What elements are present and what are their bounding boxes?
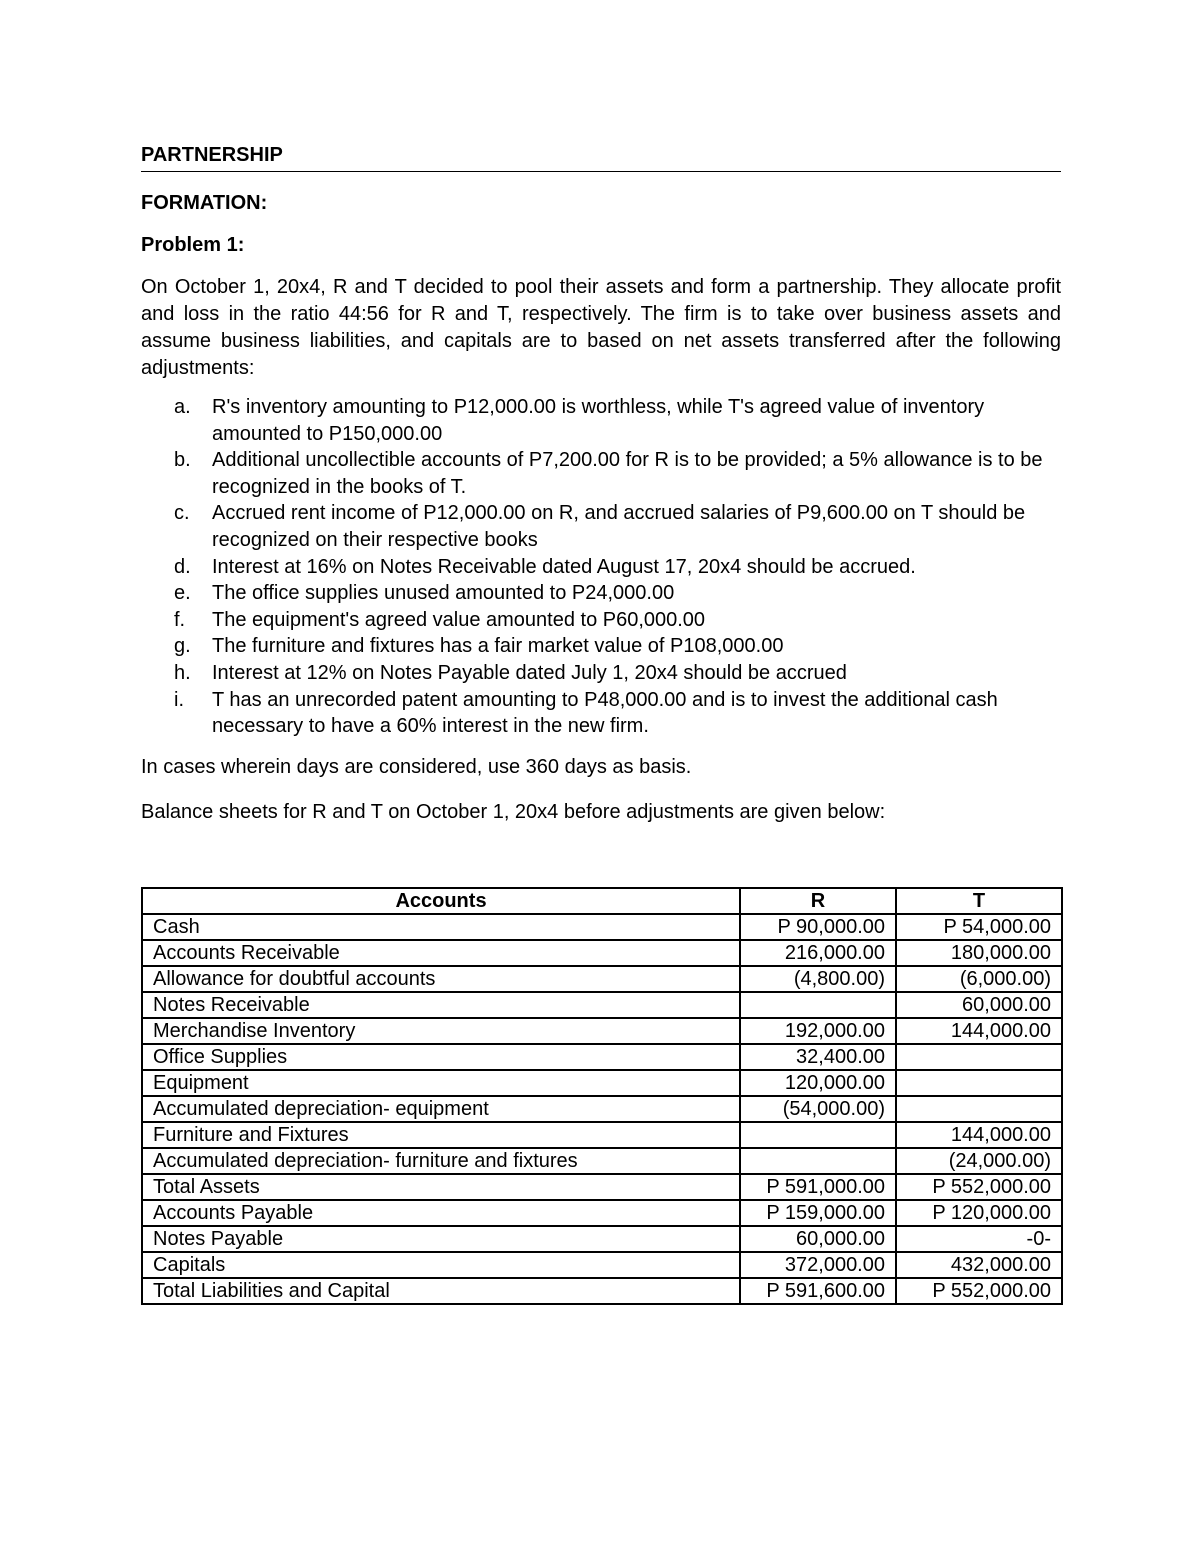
account-name: Accounts Payable [142,1200,740,1226]
account-name: Total Assets [142,1174,740,1200]
table-row [142,1278,1062,1304]
table-intro: Balance sheets for R and T on October 1, 20x4 before adjustments are given below: [141,800,886,823]
adjustment-letter: h. [174,661,191,684]
adjustment-text: The furniture and fixtures has a fair market value of P108,000.00 [212,635,784,658]
account-name: Notes Receivable [142,992,740,1018]
table-row [142,1122,1062,1148]
intro-paragraph: On October 1, 20x4, R and T decided to pool their assets and form a partnership. They allocate profit and loss in the ratio 44:56 for R and T, respectively. The firm is to take over business assets and assume business liabilities, and capitals are to based on net assets transferred after the following adjustments: [141,276,1061,379]
adjustment-item [141,447,1061,500]
table-row [142,1018,1062,1044]
adjustment-letter: i. [174,688,184,711]
header-r: R [740,888,896,914]
t-amount: 180,000.00 [896,940,1062,966]
r-amount: 120,000.00 [740,1070,896,1096]
t-amount: 144,000.00 [896,1018,1062,1044]
table-row [142,940,1062,966]
t-amount [896,1070,1062,1096]
account-name: Total Liabilities and Capital [142,1278,740,1304]
t-amount: (6,000.00) [896,966,1062,992]
adjustment-letter: f. [174,608,186,631]
t-amount: (24,000.00) [896,1148,1062,1174]
table-row [142,1200,1062,1226]
section-heading: FORMATION: [141,192,268,214]
r-amount: 192,000.00 [740,1018,896,1044]
days-basis-note: In cases wherein days are considered, use 360 days as basis. [141,755,692,778]
r-amount: 32,400.00 [740,1044,896,1070]
adjustment-text: Interest at 16% on Notes Receivable dated August 17, 20x4 should be accrued. [212,555,916,578]
adjustment-letter: e. [174,582,191,605]
table-row [142,966,1062,992]
t-amount: P 120,000.00 [896,1200,1062,1226]
t-amount: 144,000.00 [896,1122,1062,1148]
adjustment-letter: a. [174,396,191,418]
document-title: PARTNERSHIP [141,142,1061,172]
adjustment-text: R's inventory amounting to P12,000.00 is worthless, while T's agreed value of inventory amounted to P150,000.00 [212,396,985,445]
r-amount: P 159,000.00 [740,1200,896,1226]
t-amount: -0- [896,1226,1062,1252]
account-name: Furniture and Fixtures [142,1122,740,1148]
t-amount: P 54,000.00 [896,914,1062,940]
r-amount: 216,000.00 [740,940,896,966]
header-t: T [896,888,1062,914]
table-row [142,1174,1062,1200]
account-name: Notes Payable [142,1226,740,1252]
adjustment-item [141,500,1061,553]
adjustment-letter: b. [174,449,191,472]
table-row [142,1070,1062,1096]
r-amount [740,992,896,1018]
table-row [142,1148,1062,1174]
adjustment-item [141,394,1061,447]
t-amount: P 552,000.00 [896,1278,1062,1304]
account-name: Office Supplies [142,1044,740,1070]
r-amount: 372,000.00 [740,1252,896,1278]
adjustment-item [141,554,1061,581]
adjustments-list [141,394,1061,740]
account-name: Accumulated depreciation- equipment [142,1096,740,1122]
document-body [141,142,1061,826]
adjustment-text: Additional uncollectible accounts of P7,200.00 for R is to be provided; a 5% allowance is to be recognized in the books of T. [212,449,1043,498]
r-amount: 60,000.00 [740,1226,896,1252]
adjustment-text: Interest at 12% on Notes Payable dated July 1, 20x4 should be accrued [212,661,847,684]
problem-label: Problem 1: [141,234,245,256]
adjustment-item [141,580,1061,607]
adjustment-item [141,687,1061,740]
adjustment-item [141,660,1061,687]
account-name: Allowance for doubtful accounts [142,966,740,992]
table-header-row [142,888,1062,914]
adjustment-letter: g. [174,635,191,658]
t-amount [896,1096,1062,1122]
r-amount: P 90,000.00 [740,914,896,940]
adjustment-letter: c. [174,502,190,525]
account-name: Capitals [142,1252,740,1278]
account-name: Accumulated depreciation- furniture and fixtures [142,1148,740,1174]
table-row [142,1096,1062,1122]
r-amount: (54,000.00) [740,1096,896,1122]
r-amount [740,1148,896,1174]
account-name: Merchandise Inventory [142,1018,740,1044]
adjustment-text: The office supplies unused amounted to P24,000.00 [212,582,675,605]
adjustment-text: The equipment's agreed value amounted to P60,000.00 [212,608,706,631]
account-name: Equipment [142,1070,740,1096]
r-amount [740,1122,896,1148]
adjustment-text: T has an unrecorded patent amounting to P48,000.00 and is to invest the additional cash necessary to have a 60% interest in the new firm. [212,688,998,738]
table-row [142,1044,1062,1070]
r-amount: (4,800.00) [740,966,896,992]
adjustment-item [141,633,1061,660]
t-amount: P 552,000.00 [896,1174,1062,1200]
table-row [142,1226,1062,1252]
t-amount: 432,000.00 [896,1252,1062,1278]
r-amount: P 591,000.00 [740,1174,896,1200]
adjustment-text: Accrued rent income of P12,000.00 on R, and accrued salaries of P9,600.00 on T should be recognized on their respective books [212,502,1026,551]
balance-sheet-table [141,887,1063,1305]
header-accounts: Accounts [142,888,740,914]
table-row [142,1252,1062,1278]
r-amount: P 591,600.00 [740,1278,896,1304]
t-amount [896,1044,1062,1070]
account-name: Accounts Receivable [142,940,740,966]
account-name: Cash [142,914,740,940]
table-row [142,992,1062,1018]
adjustment-item [141,607,1061,634]
t-amount: 60,000.00 [896,992,1062,1018]
table-row [142,914,1062,940]
adjustment-letter: d. [174,555,191,578]
